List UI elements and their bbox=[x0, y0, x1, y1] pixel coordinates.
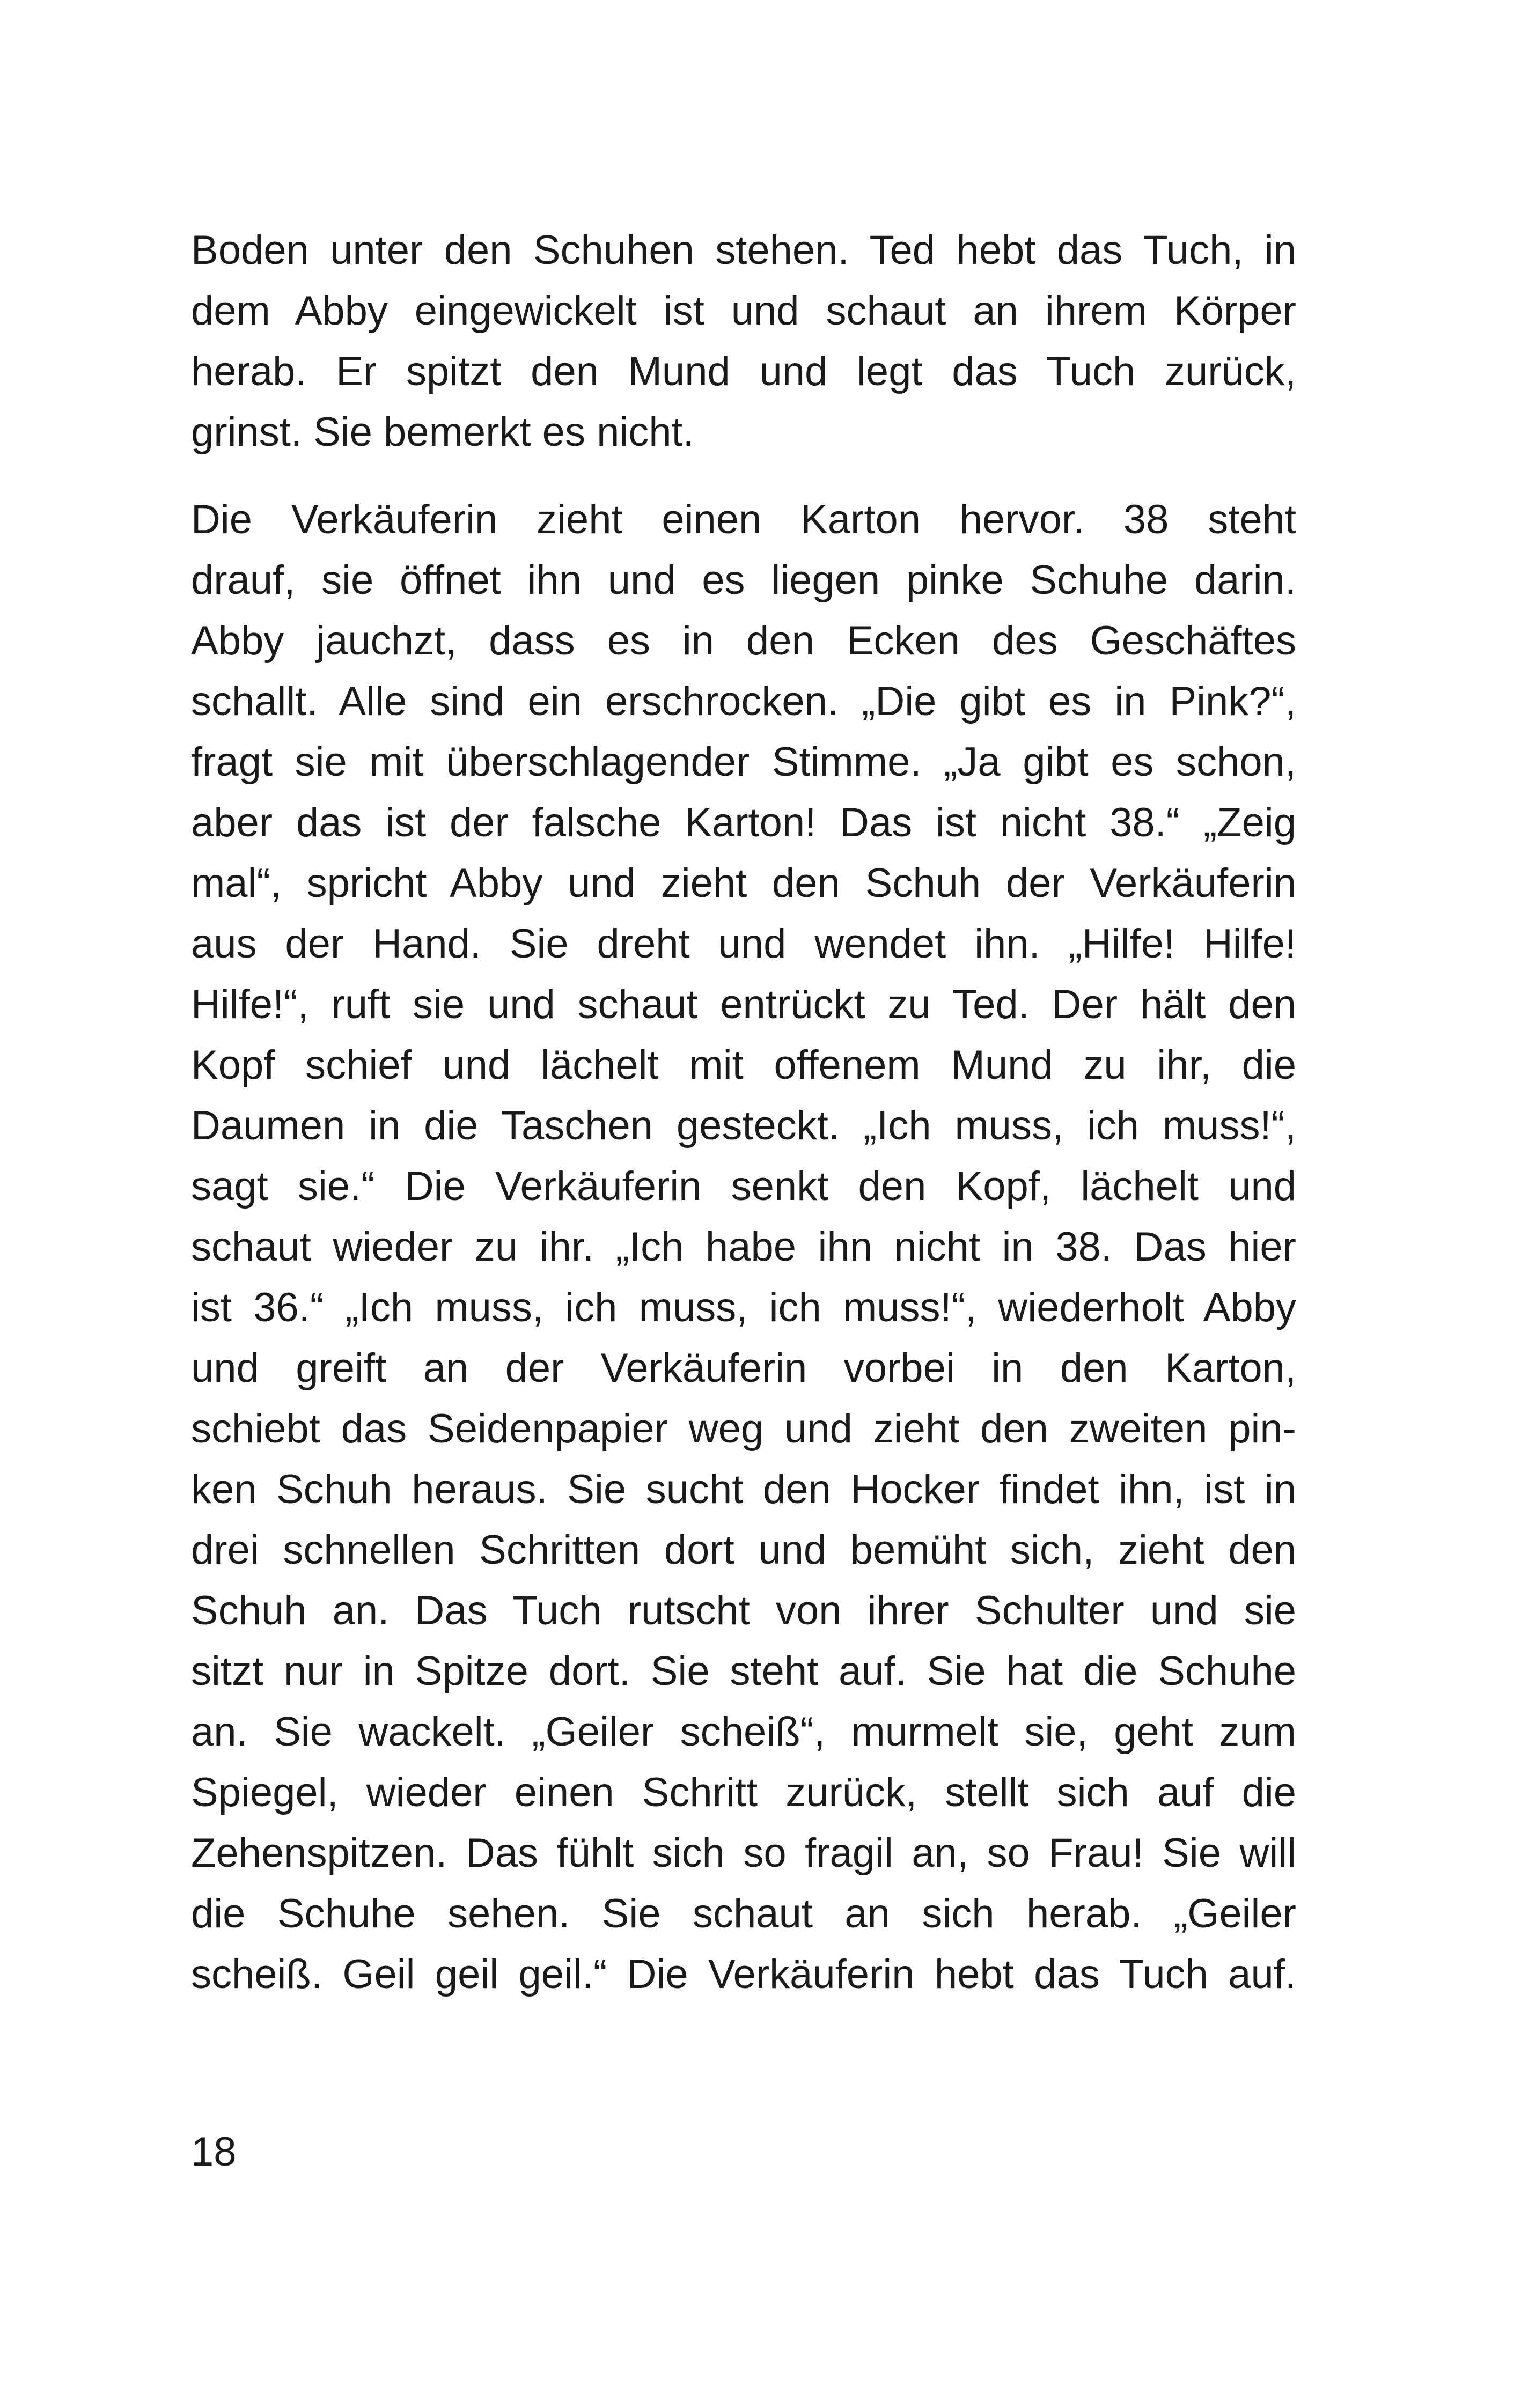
text-line: die Schuhe sehen. Sie schaut an sich herab. „Geiler bbox=[191, 1891, 1296, 1936]
text-line: Schuh an. Das Tuch rutscht von ihrer Schulter und sie bbox=[191, 1588, 1296, 1633]
text-line: Abby jauchzt, dass es in den Ecken des Geschäftes bbox=[191, 618, 1296, 664]
text-line: mal“, spricht Abby und zieht den Schuh der Verkäuferin bbox=[191, 860, 1296, 906]
text-line: und greift an der Verkäuferin vorbei in den Karton, bbox=[191, 1345, 1296, 1391]
text-line: Daumen in die Taschen gesteckt. „Ich muss, ich muss!“, bbox=[191, 1103, 1296, 1148]
text-line: Spiegel, wieder einen Schritt zurück, stellt sich auf die bbox=[191, 1770, 1296, 1815]
text-line: dem Abby eingewickelt ist und schaut an ihrem Körper bbox=[191, 288, 1296, 334]
body-text bbox=[191, 220, 1296, 2005]
text-line: fragt sie mit überschlagender Stimme. „Ja gibt es schon, bbox=[191, 739, 1296, 785]
text-line: grinst. Sie bemerkt es nicht. bbox=[191, 409, 694, 455]
text-line: Hilfe!“, ruft sie und schaut entrückt zu Ted. Der hält den bbox=[191, 982, 1296, 1027]
text-line: ken Schuh heraus. Sie sucht den Hocker findet ihn, ist in bbox=[191, 1467, 1296, 1512]
text-line: Zehenspitzen. Das fühlt sich so fragil an, so Frau! Sie will bbox=[191, 1830, 1296, 1876]
paragraph-1 bbox=[191, 220, 1296, 462]
text-line: an. Sie wackelt. „Geiler scheiß“, murmelt sie, geht zum bbox=[191, 1709, 1296, 1755]
text-line: aus der Hand. Sie dreht und wendet ihn. „Hilfe! Hilfe! bbox=[191, 921, 1296, 967]
text-line: Boden unter den Schuhen stehen. Ted hebt das Tuch, in bbox=[191, 227, 1296, 273]
paragraph-2 bbox=[191, 489, 1296, 2005]
text-line: drei schnellen Schritten dort und bemüht sich, zieht den bbox=[191, 1527, 1296, 1573]
text-line: sitzt nur in Spitze dort. Sie steht auf. Sie hat die Schuhe bbox=[191, 1648, 1296, 1694]
text-line: Die Verkäuferin zieht einen Karton hervor. 38 steht bbox=[191, 497, 1296, 542]
text-line: drauf, sie öffnet ihn und es liegen pinke Schuhe darin. bbox=[191, 557, 1296, 603]
text-line: Kopf schief und lächelt mit offenem Mund zu ihr, die bbox=[191, 1042, 1296, 1088]
text-line: scheiß. Geil geil geil.“ Die Verkäuferin hebt das Tuch auf. bbox=[191, 1952, 1296, 1997]
text-line: schallt. Alle sind ein erschrocken. „Die gibt es in Pink?“, bbox=[191, 679, 1296, 724]
page-number: 18 bbox=[191, 2129, 237, 2175]
text-line: ist 36.“ „Ich muss, ich muss, ich muss!“, wiederholt Abby bbox=[191, 1285, 1296, 1330]
text-line: aber das ist der falsche Karton! Das ist nicht 38.“ „Zeig bbox=[191, 800, 1296, 845]
text-line: schaut wieder zu ihr. „Ich habe ihn nicht in 38. Das hier bbox=[191, 1224, 1296, 1270]
text-line: herab. Er spitzt den Mund und legt das Tuch zurück, bbox=[191, 349, 1296, 394]
text-line: schiebt das Seidenpapier weg und zieht den zweiten pin- bbox=[191, 1406, 1296, 1452]
text-line: sagt sie.“ Die Verkäuferin senkt den Kopf, lächelt und bbox=[191, 1164, 1296, 1209]
